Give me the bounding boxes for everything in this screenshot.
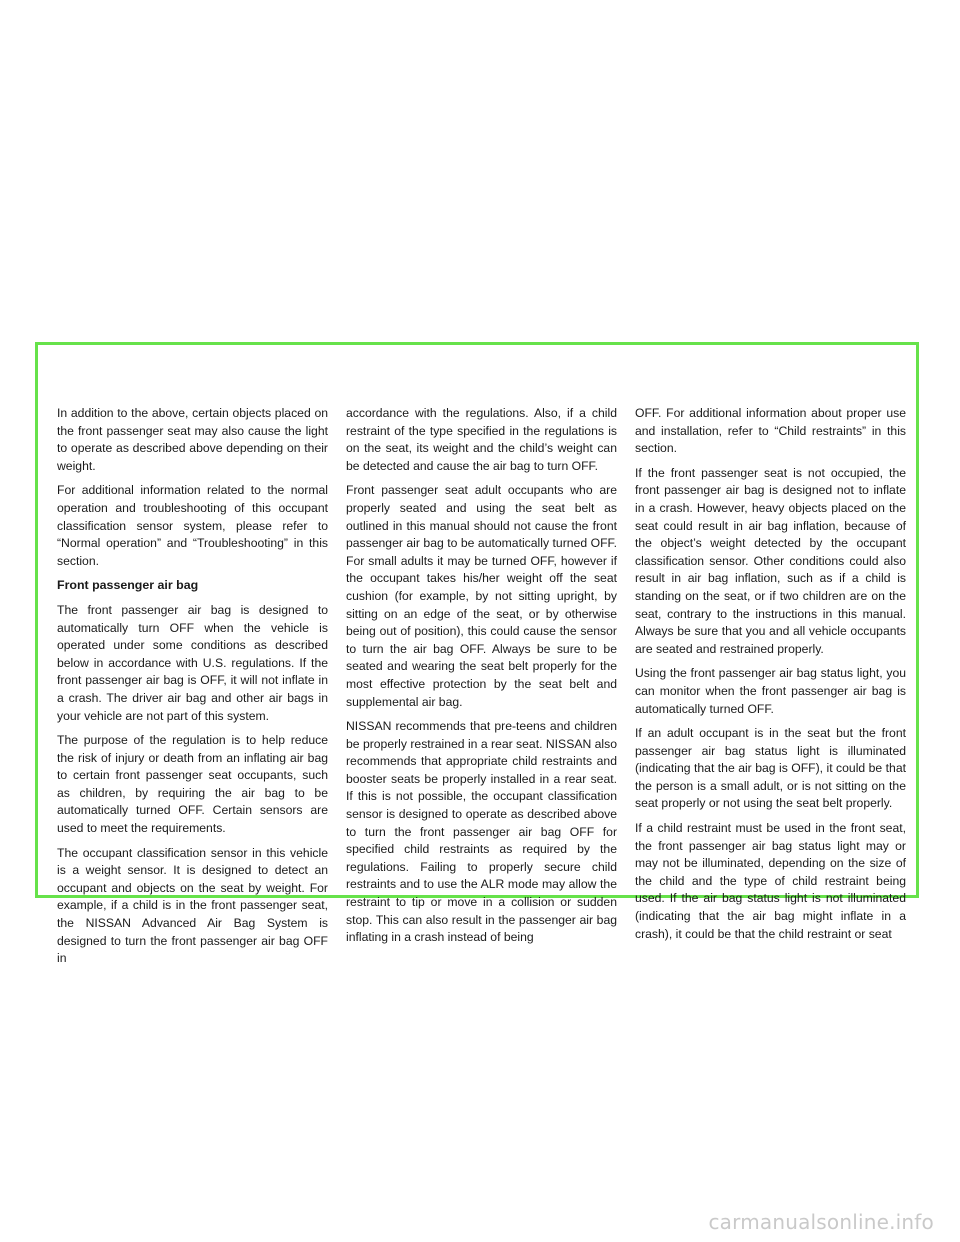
paragraph: In addition to the above, certain objects placed on the front passenger seat may also cause the light to operate as described above depending on their weight. bbox=[57, 406, 328, 473]
column-3 bbox=[635, 405, 906, 941]
paragraph: For additional information related to the normal operation and troubleshooting of this occupant classification sensor system, please refer to “Normal operation” and “Troubleshooting” in this section. bbox=[57, 483, 328, 568]
paragraph: The occupant classification sensor in this vehicle is a weight sensor. It is designed to detect an occupant and objects on the seat by weight. For example, if a child is in the front passenger seat, the NISSAN Advanced Air Bag System is designed to turn the front passenger air bag OFF in bbox=[57, 845, 328, 966]
section-heading: Front passenger air bag bbox=[57, 578, 199, 593]
paragraph: NISSAN recommends that pre-teens and children be properly restrained in a rear seat. NISSAN also recommends that appropriate child restraints and booster seats be properly installed in a rear seat. If this is not possible, the occupant classification sensor is designed to operate as described above to turn the front passenger air bag OFF for specified child restraints as required by the regulations. Failing to properly secure child restraints and to use the ALR mode may allow the restraint to tip or move in a collision or sudden stop. This can also result in the passenger air bag inflating in a crash instead of being bbox=[346, 719, 617, 945]
paragraph: The purpose of the regulation is to help reduce the risk of injury or death from an inflating air bag to certain front passenger seat occupants, such as children, by requiring the air bag to be automatically turned OFF. Certain sensors are used to meet the requirements. bbox=[57, 733, 328, 836]
paragraph: Front passenger seat adult occupants who are properly seated and using the seat belt as outlined in this manual should not cause the front passenger air bag to be automatically turned OFF. For small adults it may be turned OFF, however if the occupant takes his/her weight off the seat cushion (for example, by not sitting upright, by sitting on an edge of the seat, or by otherwise being out of position), this could cause the sensor to turn the air bag OFF. Always be sure to be seated and wearing the seat belt properly for the most effective protection by the seat belt and supplemental air bag. bbox=[346, 483, 617, 709]
paragraph: If an adult occupant is in the seat but the front passenger air bag status light is illuminated (indicating that the air bag is OFF), it could be that the person is a small adult, or is not sitting on the seat properly or not using the seat belt properly. bbox=[635, 726, 906, 811]
paragraph: Using the front passenger air bag status light, you can monitor when the front passenger air bag is automatically turned OFF. bbox=[635, 666, 906, 716]
paragraph: accordance with the regulations. Also, if a child restraint of the type specified in the regulations is on the seat, its weight and the child’s weight can be detected and cause the air bag to turn OFF. bbox=[346, 406, 617, 473]
paragraph: If the front passenger seat is not occupied, the front passenger air bag is designed not to inflate in a crash. However, heavy objects placed on the seat could result in air bag inflation, because of the object’s weight detected by the occupant classification sensor. Other conditions could also result in air bag inflation, such as if a child is standing on the seat, or if two children are on the seat, contrary to the instructions in this manual. Always be sure that you and all vehicle occupants are seated and restrained properly. bbox=[635, 465, 906, 656]
column-1 bbox=[57, 405, 328, 966]
paragraph: OFF. For additional information about proper use and installation, refer to “Child restraints” in this section. bbox=[635, 406, 906, 456]
paragraph: The front passenger air bag is designed to automatically turn OFF when the vehicle is operated under some conditions as described below in accordance with U.S. regulations. If the front passenger air bag is OFF, it will not inflate in a crash. The driver air bag and other air bags in your vehicle are not part of this system. bbox=[57, 602, 328, 723]
column-2 bbox=[346, 405, 617, 945]
paragraph: If a child restraint must be used in the front seat, the front passenger air bag status light may or may not be illuminated, depending on the size of the child and the type of child restraint being used. If the air bag status light is not illuminated (indicating that the air bag might inflate in a crash), it could be that the child restraint or seat bbox=[635, 821, 906, 941]
watermark-text: carmanualsonline.info bbox=[708, 1210, 934, 1234]
text-columns bbox=[57, 405, 907, 966]
